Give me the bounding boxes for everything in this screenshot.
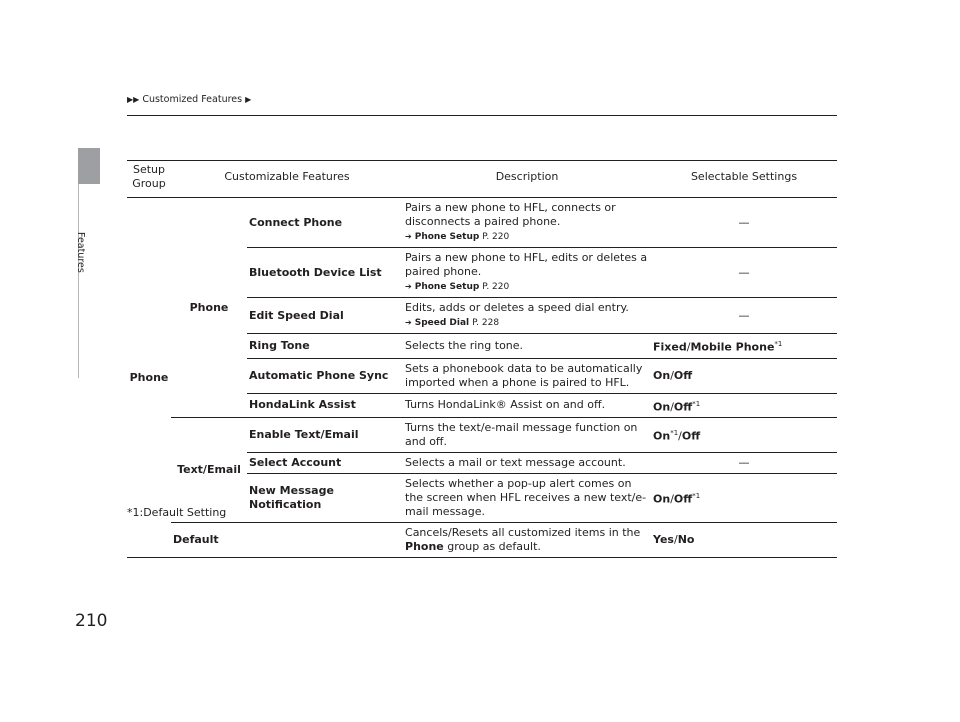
- feature-default: Default: [171, 523, 403, 558]
- feature-new-message-notification: New Message Notification: [247, 474, 403, 523]
- setting-option: No: [677, 533, 695, 547]
- settings-edit-speed-dial: —: [651, 298, 837, 334]
- desc-text: Cancels/Resets all customized items in the: [405, 526, 641, 540]
- setting-option: On: [653, 400, 671, 414]
- breadcrumb: [127, 94, 251, 105]
- default-marker: *1: [774, 340, 783, 348]
- ref-arrow-icon: ➔: [405, 318, 412, 327]
- header-description: Description: [403, 161, 651, 198]
- cross-reference[interactable]: [405, 316, 649, 330]
- desc-enable-text-email: Turns the text/e-mail message function on and off.: [403, 418, 651, 453]
- breadcrumb-arrow-icon: ▶▶: [127, 95, 140, 104]
- desc-hondalink-assist: Turns HondaLink® Assist on and off.: [403, 393, 651, 418]
- desc-connect-phone: [403, 198, 651, 248]
- desc-ring-tone: Selects the ring tone.: [403, 334, 651, 359]
- desc-bluetooth-device-list: [403, 248, 651, 298]
- setting-separator: /: [678, 430, 682, 444]
- default-marker: *1: [692, 492, 701, 501]
- page-number: 210: [75, 611, 108, 631]
- settings-automatic-phone-sync: [651, 358, 837, 393]
- ref-title[interactable]: Speed Dial: [414, 318, 470, 328]
- ref-title[interactable]: Phone Setup: [414, 232, 480, 242]
- default-marker: *1: [692, 399, 701, 408]
- desc-text: Edits, adds or deletes a speed dial entry.: [405, 301, 629, 314]
- footnote: *1:Default Setting: [127, 506, 227, 519]
- desc-default: [403, 523, 651, 558]
- settings-connect-phone: —: [738, 215, 750, 229]
- header-customizable-features: Customizable Features: [171, 161, 403, 198]
- header-selectable-settings: Selectable Settings: [651, 161, 837, 198]
- ref-arrow-icon: ➔: [405, 282, 412, 291]
- desc-new-message-notification: Selects whether a pop-up alert comes on the screen when HFL receives a new text/e-mail message.: [403, 474, 651, 523]
- feature-ring-tone: Ring Tone: [247, 334, 403, 359]
- setting-option: Off: [681, 430, 701, 444]
- settings-select-account: —: [651, 453, 837, 474]
- feature-hondalink-assist: HondaLink Assist: [247, 393, 403, 418]
- feature-automatic-phone-sync: Automatic Phone Sync: [247, 358, 403, 393]
- header-setup-group: Setup Group: [127, 161, 171, 198]
- feature-edit-speed-dial: Edit Speed Dial: [247, 298, 403, 334]
- settings-bluetooth-device-list: —: [651, 248, 837, 298]
- desc-bold-term: Phone: [405, 540, 444, 554]
- setting-separator: /: [670, 493, 674, 507]
- group-phone: Phone: [127, 198, 171, 558]
- table-row: [127, 418, 837, 453]
- setting-option: On: [653, 430, 671, 444]
- feature-select-account: Select Account: [247, 453, 403, 474]
- feature-enable-text-email: Enable Text/Email: [247, 418, 403, 453]
- ref-page[interactable]: P. 228: [472, 318, 500, 328]
- table-row: [127, 523, 837, 558]
- cross-reference[interactable]: [405, 230, 649, 244]
- setting-option: Mobile Phone: [690, 340, 775, 354]
- feature-connect-phone: Connect Phone: [249, 215, 343, 229]
- ref-arrow-icon: ➔: [405, 232, 412, 241]
- setting-separator: /: [670, 400, 674, 414]
- setting-option: Yes: [653, 533, 674, 547]
- cross-reference[interactable]: [405, 280, 649, 294]
- settings-table: [127, 160, 837, 558]
- header-rule: [127, 115, 837, 116]
- desc-automatic-phone-sync: Sets a phonebook data to be automatically imported when a phone is paired to HFL.: [403, 358, 651, 393]
- setting-option: Off: [673, 400, 693, 414]
- settings-ring-tone: [651, 334, 837, 359]
- ref-page[interactable]: P. 220: [482, 232, 510, 242]
- side-tab-label[interactable]: Features: [75, 232, 86, 273]
- setting-separator: /: [673, 533, 678, 547]
- setting-option: Fixed: [653, 340, 687, 354]
- setting-separator: /: [686, 340, 691, 354]
- desc-edit-speed-dial: [403, 298, 651, 334]
- settings-enable-text-email: [651, 418, 837, 453]
- feature-bluetooth-device-list: Bluetooth Device List: [247, 248, 403, 298]
- breadcrumb-section[interactable]: Customized Features: [142, 94, 243, 105]
- subgroup-text-email: Text/Email: [171, 418, 247, 523]
- settings-hondalink-assist: [651, 393, 837, 418]
- setting-option: Off: [673, 493, 693, 507]
- settings-new-message-notification: [651, 474, 837, 523]
- default-marker: *1: [670, 429, 679, 438]
- breadcrumb-arrow-icon: ▶: [245, 95, 252, 104]
- side-tab-marker: [78, 148, 100, 184]
- desc-text: Pairs a new phone to HFL, connects or disconnects a paired phone.: [405, 201, 616, 228]
- setting-option: Off: [673, 368, 693, 382]
- settings-default: [651, 523, 837, 558]
- table-row: [127, 198, 837, 248]
- setting-option: On: [653, 493, 671, 507]
- ref-title[interactable]: Phone Setup: [414, 282, 480, 292]
- setting-option: On: [653, 368, 671, 382]
- desc-select-account: Selects a mail or text message account.: [403, 453, 651, 474]
- desc-text: group as default.: [447, 540, 541, 554]
- ref-page[interactable]: P. 220: [482, 282, 510, 292]
- table-header-row: [127, 161, 837, 198]
- desc-text: Pairs a new phone to HFL, edits or deletes a paired phone.: [405, 251, 648, 278]
- setting-separator: /: [670, 368, 674, 382]
- subgroup-phone: Phone: [189, 300, 229, 314]
